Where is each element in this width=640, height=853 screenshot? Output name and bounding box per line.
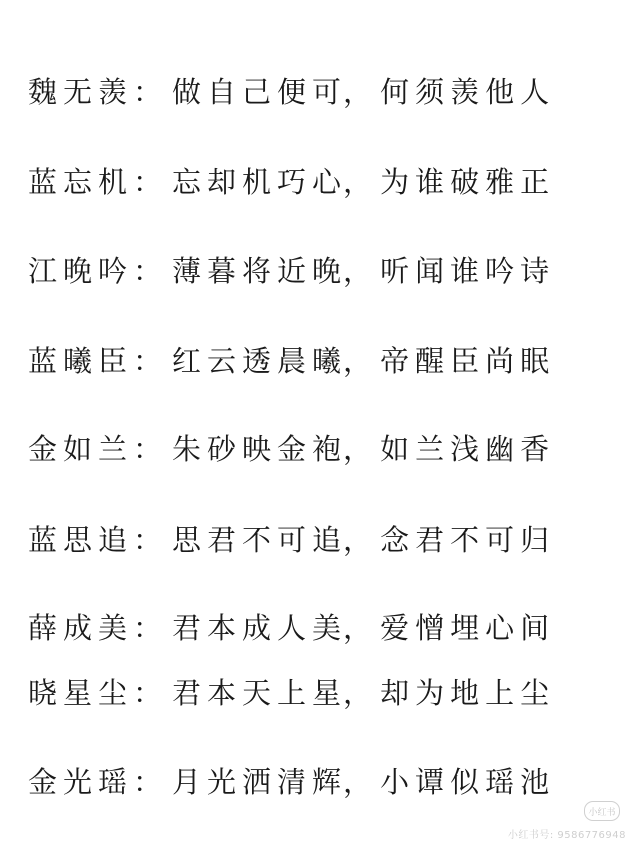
verse-first-half: 月光洒清辉 <box>172 764 348 799</box>
comma: ， <box>343 522 379 557</box>
verse-first-half: 君本天上星 <box>172 675 348 710</box>
verse-second-half: 何须羡他人 <box>380 74 556 109</box>
verse-second-half: 为谁破雅正 <box>380 164 556 199</box>
watermark-badge: 小红书 <box>584 801 620 821</box>
poem-line-5 <box>28 427 555 467</box>
colon-separator: ： <box>133 431 169 466</box>
character-name: 江晚吟 <box>28 253 134 288</box>
comma: ， <box>343 74 379 109</box>
colon-separator: ： <box>133 522 169 557</box>
poem-line-9 <box>28 760 555 800</box>
comma: ， <box>343 610 379 645</box>
poem-line-6 <box>28 518 555 558</box>
poem-line-7 <box>28 606 555 646</box>
character-name: 蓝忘机 <box>28 164 134 199</box>
verse-first-half: 思君不可追 <box>172 522 348 557</box>
poem-line-4 <box>28 339 555 379</box>
verse-second-half: 听闻谁吟诗 <box>380 253 556 288</box>
character-name: 金光瑶 <box>28 764 134 799</box>
colon-separator: ： <box>133 675 169 710</box>
comma: ， <box>343 675 379 710</box>
verse-first-half: 红云透晨曦 <box>172 343 348 378</box>
watermark-text: 小红书号: 9586776948 <box>507 830 626 841</box>
verse-first-half: 做自己便可 <box>172 74 348 109</box>
colon-separator: ： <box>133 253 169 288</box>
verse-second-half: 小谭似瑶池 <box>380 764 556 799</box>
colon-separator: ： <box>133 164 169 199</box>
colon-separator: ： <box>133 610 169 645</box>
character-name: 蓝思追 <box>28 522 134 557</box>
verse-second-half: 帝醒臣尚眠 <box>380 343 556 378</box>
comma: ， <box>343 164 379 199</box>
character-name: 金如兰 <box>28 431 134 466</box>
verse-first-half: 忘却机巧心 <box>172 164 348 199</box>
character-name: 蓝曦臣 <box>28 343 134 378</box>
verse-second-half: 如兰浅幽香 <box>380 431 556 466</box>
verse-first-half: 君本成人美 <box>172 610 348 645</box>
poem-line-8 <box>28 671 555 711</box>
colon-separator: ： <box>133 74 169 109</box>
character-name: 薛成美 <box>28 610 134 645</box>
comma: ， <box>343 343 379 378</box>
poem-line-2 <box>28 160 555 200</box>
comma: ， <box>343 253 379 288</box>
comma: ， <box>343 764 379 799</box>
character-name: 魏无羡 <box>28 74 134 109</box>
character-name: 晓星尘 <box>28 675 134 710</box>
colon-separator: ： <box>133 343 169 378</box>
poem-line-3 <box>28 249 555 289</box>
colon-separator: ： <box>133 764 169 799</box>
verse-second-half: 念君不可归 <box>380 522 556 557</box>
verse-first-half: 朱砂映金袍 <box>172 431 348 466</box>
verse-second-half: 爱憎埋心间 <box>380 610 556 645</box>
verse-second-half: 却为地上尘 <box>380 675 556 710</box>
poem-line-1 <box>28 70 555 110</box>
verse-first-half: 薄暮将近晚 <box>172 253 348 288</box>
comma: ， <box>343 431 379 466</box>
